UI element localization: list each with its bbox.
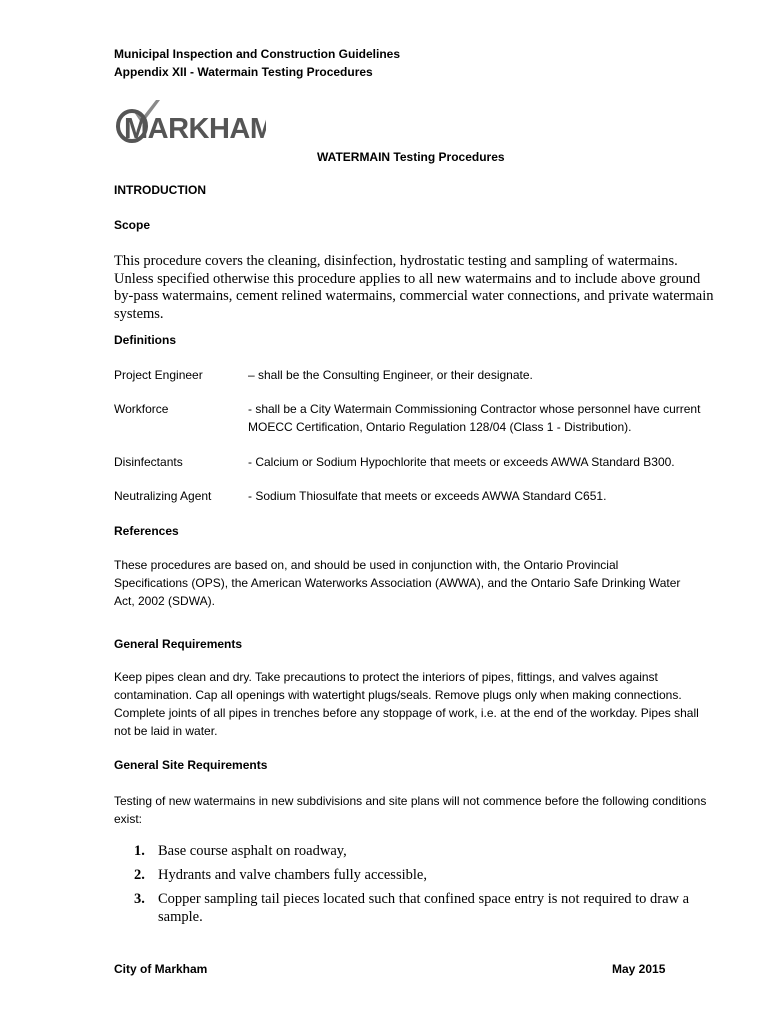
- definition-text: - Sodium Thiosulfate that meets or exceeds AWWA Standard C651.: [248, 489, 607, 503]
- list-item-number: 3.: [134, 891, 145, 907]
- scope-paragraph: This procedure covers the cleaning, disinfection, hydrostatic testing and sampling of watermains. Unless specified otherwise this procedure applies to all new watermains and to include above ground by-pass watermains, cement relined watermains, commercial water connections, and private watermain systems.: [114, 253, 714, 322]
- list-item: [114, 891, 714, 926]
- introduction-heading: INTRODUCTION: [114, 183, 206, 197]
- general-requirements-heading: General Requirements: [114, 637, 243, 651]
- site-conditions-list: [114, 843, 714, 933]
- definition-text: – shall be the Consulting Engineer, or their designate.: [248, 368, 533, 382]
- list-item: [114, 843, 714, 861]
- general-requirements-paragraph: Keep pipes clean and dry. Take precautions to protect the interiors of pipes, fittings, and valves against contamination. Cap all openings with watertight plugs/seals. Remove plugs only when making connections. Complete joints of all pipes in trenches before any stoppage of work, i.e. at the end of the workday. Pipes shall not be laid in water.: [114, 670, 699, 738]
- general-site-requirements-paragraph: Testing of new watermains in new subdivisions and site plans will not commence before the following conditions exist:: [114, 794, 707, 826]
- list-item-text: Hydrants and valve chambers fully accessible,: [158, 867, 427, 883]
- definition-term: Project Engineer: [114, 368, 203, 382]
- markham-logo: [116, 98, 266, 144]
- markham-logo-graphic: [116, 98, 266, 144]
- list-item-number: 1.: [134, 843, 145, 859]
- references-paragraph: These procedures are based on, and should be used in conjunction with, the Ontario Provincial Specifications (OPS), the American Waterworks Association (AWWA), and the Ontario Safe Drinking Water Act, 2002 (SDWA).: [114, 558, 681, 608]
- footer-organization: City of Markham: [114, 962, 208, 976]
- definition-term: Disinfectants: [114, 455, 183, 469]
- definitions-heading: Definitions: [114, 333, 176, 347]
- list-item-text: Base course asphalt on roadway,: [158, 843, 347, 859]
- definition-term: Workforce: [114, 402, 169, 416]
- document-title: WATERMAIN Testing Procedures: [317, 150, 505, 164]
- header-line-1: Municipal Inspection and Construction Guidelines: [114, 47, 401, 61]
- general-site-requirements-heading: General Site Requirements: [114, 758, 268, 772]
- definition-text: - shall be a City Watermain Commissioning Contractor whose personnel have current MOECC Certification, Ontario Regulation 128/04 (Class 1 - Distribution).: [248, 402, 701, 434]
- list-item-text: Copper sampling tail pieces located such that confined space entry is not required to draw a sample.: [158, 891, 690, 925]
- document-header: [114, 45, 514, 81]
- definition-term: Neutralizing Agent: [114, 489, 212, 503]
- list-item-number: 2.: [134, 867, 145, 883]
- footer-date: May 2015: [612, 962, 666, 976]
- logo-wordmark: MARKHAM: [124, 113, 266, 144]
- references-heading: References: [114, 524, 179, 538]
- list-item: [114, 867, 714, 885]
- header-line-2: Appendix XII - Watermain Testing Procedures: [114, 65, 373, 79]
- definition-text: - Calcium or Sodium Hypochlorite that meets or exceeds AWWA Standard B300.: [248, 455, 675, 469]
- scope-heading: Scope: [114, 218, 151, 232]
